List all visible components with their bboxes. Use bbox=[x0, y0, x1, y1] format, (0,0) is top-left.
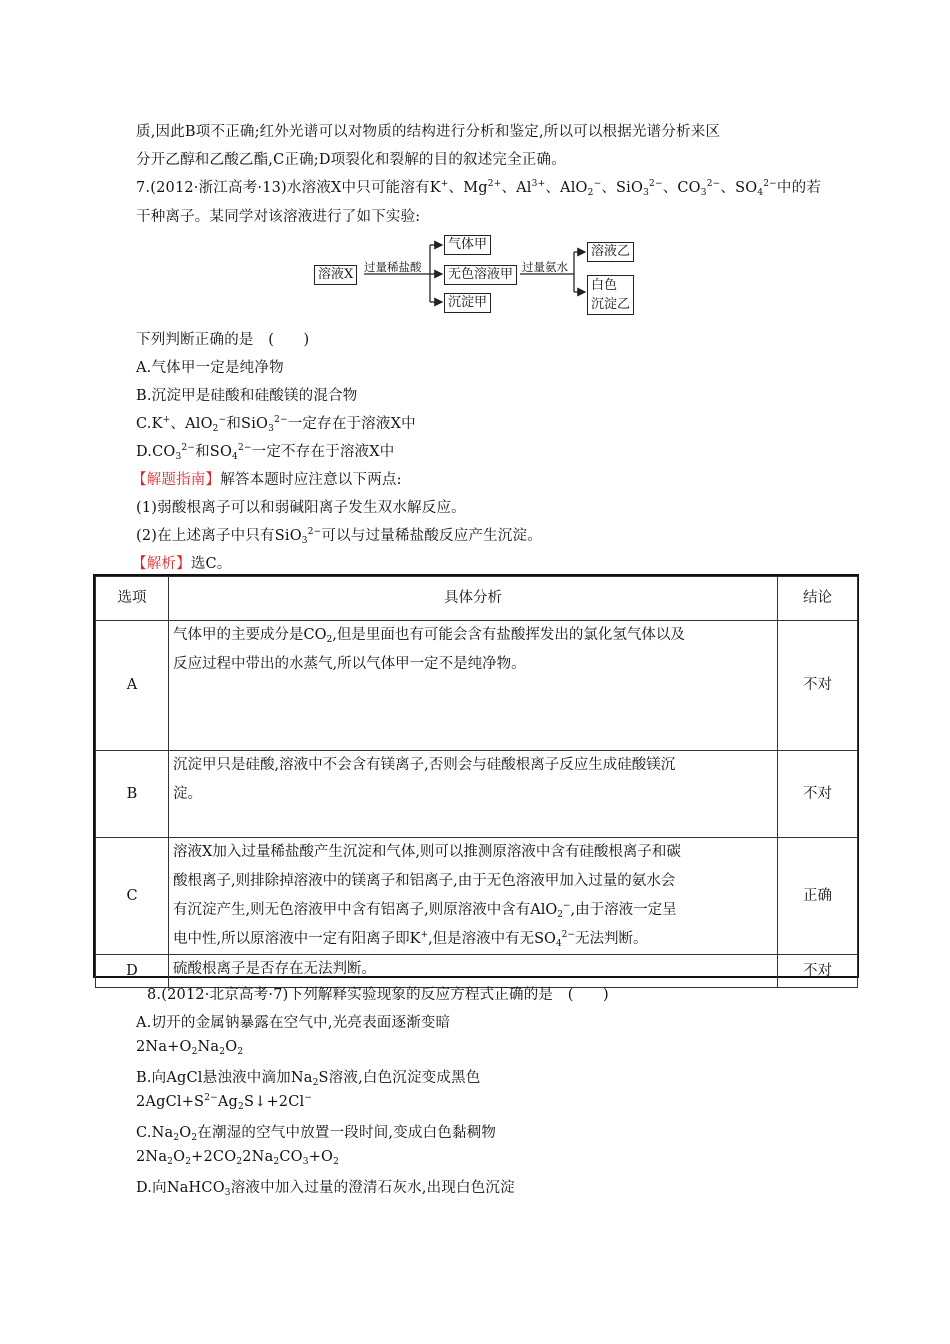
q8-option-b: B.向AgCl悬浊液中滴加$Na_2S$溶液,白色沉淀变成黑色 bbox=[136, 1070, 481, 1088]
q7-option-a: A.气体甲一定是纯净物 bbox=[136, 360, 284, 376]
row-b-analysis: 沉淀甲只是硅酸,溶液中不会含有镁离子,否则会与硅酸根离子反应生成硅酸镁沉 淀。 bbox=[169, 751, 778, 838]
label-excess-ammonia: 过量氨水 bbox=[522, 260, 568, 274]
row-a-analysis: 气体甲的主要成分是$CO_2$,但是里面也有可能会含有盐酸挥发出的氯化氢气体以及 反应过程中带出的水蒸气,所以气体甲一定不是纯净物。 bbox=[169, 621, 778, 751]
q8-option-d: D.向NaHCO$_3$溶液中加入过量的澄清石灰水,出现白色沉淀 bbox=[136, 1180, 515, 1198]
row-c-option: C bbox=[96, 838, 169, 955]
row-a-conclusion: 不对 bbox=[778, 621, 858, 751]
row-d-option: D bbox=[96, 955, 169, 988]
node-solution-x: 溶液X bbox=[314, 265, 357, 285]
table-row bbox=[96, 751, 858, 838]
row-d-conclusion: 不对 bbox=[778, 955, 858, 988]
node-colorless-solution: 无色溶液甲 bbox=[444, 265, 517, 285]
header-option: 选项 bbox=[96, 577, 169, 621]
q7-ask: 下列判断正确的是 ( ) bbox=[136, 332, 310, 348]
experiment-flow-diagram bbox=[312, 232, 642, 318]
q8-equation-b: $2AgCl+S^{2-}Ag_2S↓+2Cl^-$ bbox=[136, 1093, 313, 1112]
node-precipitate: 沉淀甲 bbox=[444, 293, 491, 313]
q7-option-b: B.沉淀甲是硅酸和硅酸镁的混合物 bbox=[136, 388, 358, 404]
q7-option-d: $D.CO_3^{2-}$和$SO_4^{2-}$一定不存在于溶液X中 bbox=[136, 443, 395, 462]
q7-option-c: C.K+、AlO$_2$−和SiO$_3^{2-}$一定存在于溶液X中 bbox=[136, 415, 416, 434]
q7-stem: 7.(2012·浙江高考·13)水溶液X中只可能溶有K+、$Mg^{2+}$、$Al^{3+}$、AlO$_2$−、SiO$_3^{2-}$、$CO_3^{2-}$、$SO_4^{2-}$中的若 bbox=[136, 179, 822, 198]
guide-tag: 【解题指南】 bbox=[132, 472, 221, 488]
table-row bbox=[96, 621, 858, 751]
guide-point-2: (2)在上述离子中只有SiO$_3^{2-}$可以与过量稀盐酸反应产生沉淀。 bbox=[136, 527, 542, 546]
intro-line-1: 质,因此B项不正确;红外光谱可以对物质的结构进行分析和鉴定,所以可以根据光谱分析来区 bbox=[136, 124, 721, 140]
guide-heading: 【解题指南】解答本题时应注意以下两点: bbox=[132, 472, 402, 488]
label-excess-hcl: 过量稀盐酸 bbox=[364, 260, 422, 274]
row-c-analysis: 溶液X加入过量稀盐酸产生沉淀和气体,则可以推测原溶液中含有硅酸根离子和碳 酸根离子,则排除掉溶液中的镁离子和铝离子,由于无色溶液甲加入过量的氨水会 有沉淀产生,则无色溶液甲中含有铝离子,则原溶液中含有AlO$_2$−,由于溶液一定呈 电中性,所以原溶液中一定有阳离子即K+,但是溶液中有无$SO_4^{2-}$无法判断。 bbox=[169, 838, 778, 955]
row-a-option: A bbox=[96, 621, 169, 751]
q8-stem: 8.(2012·北京高考·7)下列解释实验现象的反应方程式正确的是 ( ) bbox=[147, 987, 609, 1003]
row-b-option: B bbox=[96, 751, 169, 838]
row-b-conclusion: 不对 bbox=[778, 751, 858, 838]
q8-option-c: $C.Na_2O_2$在潮湿的空气中放置一段时间,变成白色黏稠物 bbox=[136, 1125, 497, 1143]
table-header-row bbox=[96, 577, 858, 621]
header-analysis: 具体分析 bbox=[169, 577, 778, 621]
q8-equation-a: $2Na+O_2Na_2O_2$ bbox=[136, 1039, 244, 1057]
q8-equation-c: $2Na_2O_2+2CO_22Na_2CO_3+O_2$ bbox=[136, 1149, 340, 1167]
q8-option-a: A.切开的金属钠暴露在空气中,光亮表面逐渐变暗 bbox=[136, 1015, 451, 1031]
table-row bbox=[96, 838, 858, 955]
q7-stem-line-2: 干种离子。某同学对该溶液进行了如下实验: bbox=[136, 209, 421, 225]
analysis-heading: 【解析】选C。 bbox=[132, 556, 232, 572]
node-gas: 气体甲 bbox=[444, 235, 491, 255]
analysis-table bbox=[93, 574, 859, 978]
header-conclusion: 结论 bbox=[778, 577, 858, 621]
row-c-conclusion: 正确 bbox=[778, 838, 858, 955]
row-d-analysis: 硫酸根离子是否存在无法判断。 bbox=[169, 955, 778, 988]
node-white-precipitate: 白色 沉淀乙 bbox=[587, 275, 634, 315]
node-solution-b: 溶液乙 bbox=[587, 242, 634, 262]
analysis-tag: 【解析】 bbox=[132, 556, 191, 572]
guide-point-1: (1)弱酸根离子可以和弱碱阳离子发生双水解反应。 bbox=[136, 500, 466, 516]
intro-line-2: 分开乙醇和乙酸乙酯,C正确;D项裂化和裂解的目的叙述完全正确。 bbox=[136, 152, 566, 168]
